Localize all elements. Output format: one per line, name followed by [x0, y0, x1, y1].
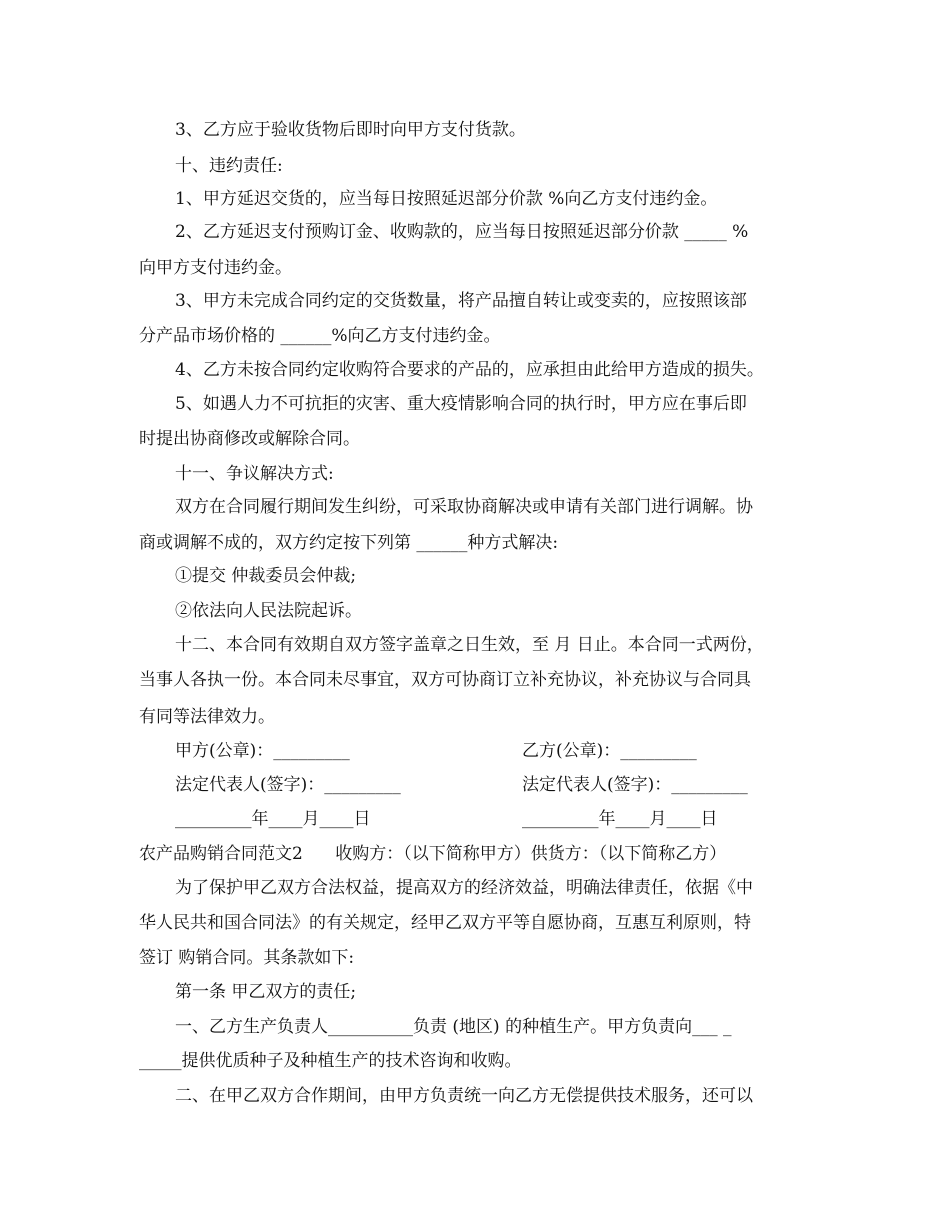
preamble-line3: 签订 购销合同。其条款如下: — [139, 948, 355, 968]
party-b-seal: 乙方(公章)：_________ — [522, 741, 697, 761]
clause-10-3-line1: 3、甲方未完成合同约定的交货数量，将产品擅自转让或变卖的，应按照该部 — [175, 291, 747, 311]
clause-10-1: 1、甲方延迟交货的，应当每日按照延迟部分价款 %向乙方支付违约金。 — [175, 189, 718, 209]
section-11-body-line2: 商或调解不成的，双方约定按下列第 ______种方式解决: — [139, 533, 559, 553]
article-1-heading: 第一条 甲乙双方的责任; — [175, 982, 357, 1002]
section-12-line2: 当事人各执一份。本合同未尽事宜，双方可协商订立补充协议，补充协议与合同具 — [139, 670, 751, 690]
clause-10-4: 4、乙方未按合同约定收购符合要求的产品的，应承担由此给甲方造成的损失。 — [175, 360, 764, 380]
clause-10-5-line1: 5、如遇人力不可抗拒的灾害、重大疫情影响合同的执行时，甲方应在事后即 — [175, 394, 747, 414]
clause-10-2-line2: 向甲方支付违约金。 — [139, 258, 292, 278]
section-11-body-line1: 双方在合同履行期间发生纠纷，可采取协商解决或申请有关部门进行调解。协 — [175, 497, 753, 517]
article-1-item2-line1: 二、在甲乙双方合作期间，由甲方负责统一向乙方无偿提供技术服务，还可以 — [175, 1086, 753, 1106]
option-court: ②依法向人民法院起诉。 — [175, 601, 362, 621]
preamble-line2: 华人民共和国合同法》的有关规定，经甲乙双方平等自愿协商，互惠互利原则，特 — [139, 913, 751, 933]
article-1-item1-line2: _____提供优质种子及种植生产的技术咨询和收购。 — [139, 1051, 522, 1071]
clause-9-3: 3、乙方应于验收货物后即时向甲方支付货款。 — [175, 120, 526, 140]
section-12-line1: 十二、本合同有效期自双方签字盖章之日生效，至 月 日止。本合同一式两份， — [175, 635, 764, 655]
clause-10-2-line1: 2、乙方延迟支付预购订金、收购款的，应当每日按照延迟部分价款 _____ % — [175, 222, 749, 242]
clause-10-3-line2: 分产品市场价格的 ______%向乙方支付违约金。 — [139, 326, 501, 346]
article-1-item1-line1: 一、乙方生产负责人__________负责 (地区) 的种植生产。甲方负责向___ _ — [175, 1017, 732, 1037]
clause-10-5-line2: 时提出协商修改或解除合同。 — [139, 429, 360, 449]
sample-2-header: 农产品购销合同范文2 收购方：（以下简称甲方）供货方：（以下简称乙方） — [139, 844, 727, 864]
party-a-seal: 甲方(公章)：_________ — [175, 741, 350, 761]
party-a-representative: 法定代表人(签字)：_________ — [175, 775, 401, 795]
section-12-line3: 有同等法律效力。 — [139, 707, 275, 727]
section-11-heading: 十一、争议解决方式: — [175, 464, 334, 484]
preamble-line1: 为了保护甲乙双方合法权益，提高双方的经济效益，明确法律责任，依据《中 — [175, 878, 753, 898]
party-a-date: _________年____月____日 — [175, 809, 371, 829]
option-arbitration: ①提交 仲裁委员会仲裁; — [175, 566, 357, 586]
party-b-representative: 法定代表人(签字)：_________ — [522, 775, 748, 795]
party-b-date: _________年____月____日 — [522, 809, 718, 829]
section-10-heading: 十、违约责任: — [175, 156, 283, 176]
